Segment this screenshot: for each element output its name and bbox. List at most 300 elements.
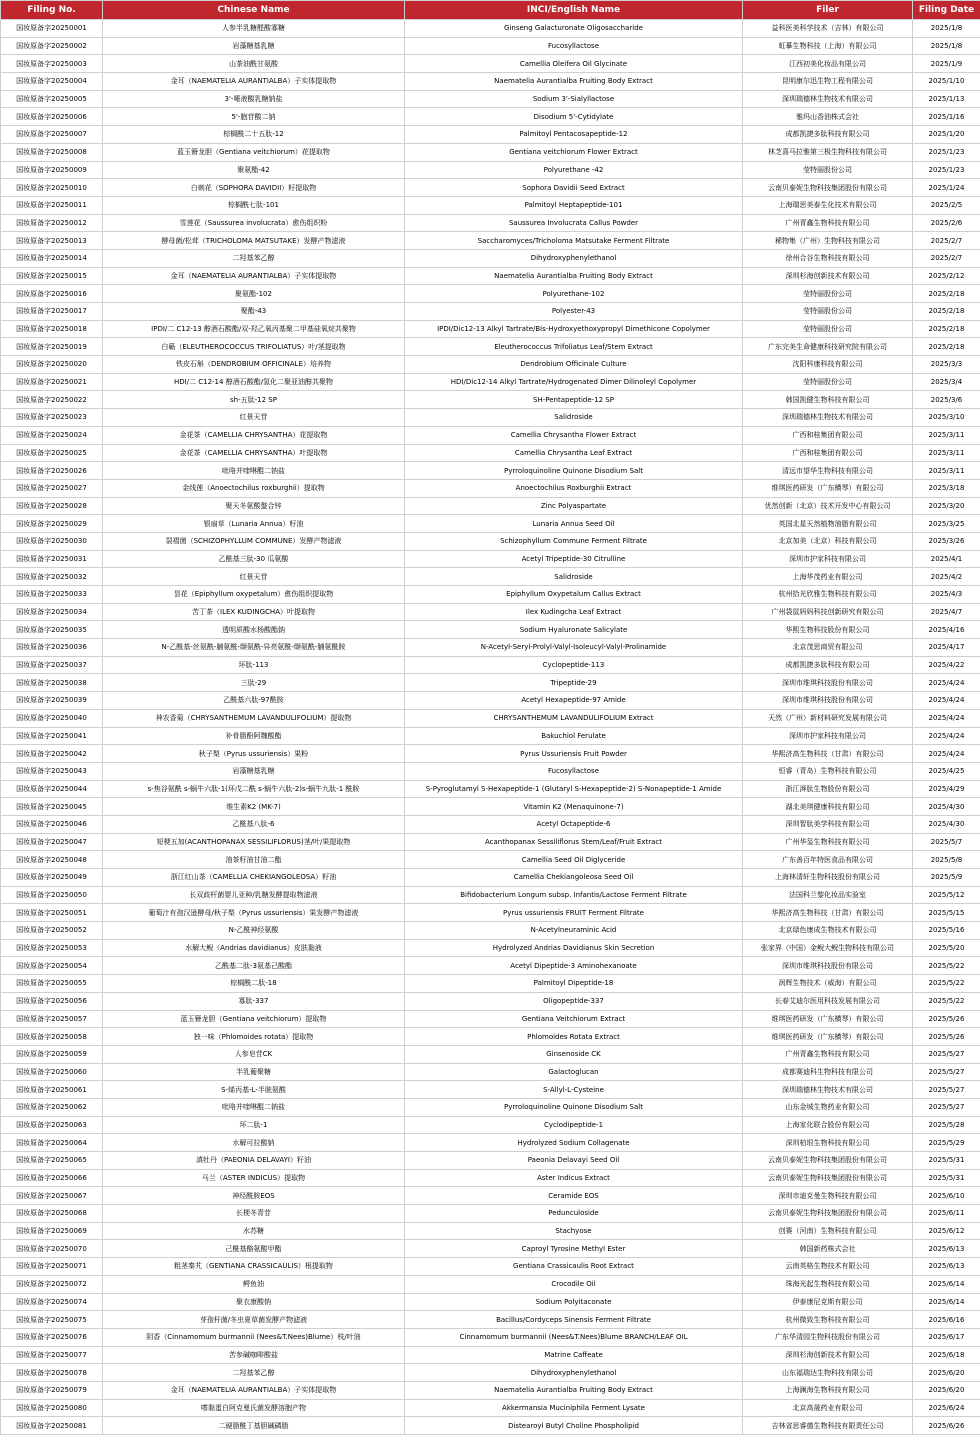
filer-cell: 成都赛迪科生物科技有限公司 (743, 1063, 913, 1081)
filing-no-cell: 国妆原备字20250046 (1, 815, 103, 833)
inci-name-cell: Stachyose (405, 1222, 743, 1240)
table-row (1, 1240, 980, 1258)
filing-no-cell: 国妆原备字20250055 (1, 975, 103, 993)
filing-no-cell: 国妆原备字20250054 (1, 957, 103, 975)
filer-cell: 深圳杉海创新技术有限公司 (743, 1346, 913, 1364)
chinese-name-cell: S-烯丙基-L-半胱氨酸 (103, 1081, 405, 1099)
filer-cell: 江西初美化妆品有限公司 (743, 55, 913, 73)
inci-name-cell: Anoectochilus Roxburghii Extract (405, 479, 743, 497)
filer-cell: 莹特丽股份公司 (743, 285, 913, 303)
inci-name-cell: Palmitoyl Heptapeptide-101 (405, 196, 743, 214)
inci-name-cell: S-Allyl-L-Cysteine (405, 1081, 743, 1099)
filing-date-cell: 2025/1/10 (913, 73, 980, 91)
inci-name-cell: Gentiana Crassicaulis Root Extract (405, 1258, 743, 1276)
filer-cell: 昆明康尔迅生物工程有限公司 (743, 73, 913, 91)
filing-no-cell: 国妆原备字20250004 (1, 73, 103, 91)
table-row (1, 1311, 980, 1329)
filing-date-cell: 2025/5/29 (913, 1134, 980, 1152)
inci-name-cell: Sodium 3'-Sialyllactose (405, 90, 743, 108)
filing-date-cell: 2025/6/20 (913, 1364, 980, 1382)
inci-name-cell: Salidroside (405, 409, 743, 427)
chinese-name-cell: 鳄鱼油 (103, 1275, 405, 1293)
filer-cell: 益科医美科学技术（吉林）有限公司 (743, 20, 913, 38)
filing-date-cell: 2025/1/23 (913, 143, 980, 161)
filing-no-cell: 国妆原备字20250063 (1, 1116, 103, 1134)
filing-no-cell: 国妆原备字20250041 (1, 727, 103, 745)
filing-no-cell: 国妆原备字20250007 (1, 126, 103, 144)
filer-cell: 维琪医药研发（广东横琴）有限公司 (743, 1028, 913, 1046)
filing-date-cell: 2025/4/3 (913, 586, 980, 604)
filing-no-cell: 国妆原备字20250026 (1, 462, 103, 480)
filing-no-cell: 国妆原备字20250039 (1, 692, 103, 710)
filing-no-cell: 国妆原备字20250072 (1, 1275, 103, 1293)
chinese-name-cell: 裂褶菌（SCHIZOPHYLLUM COMMUNE）发酵产物滤液 (103, 532, 405, 550)
header-inci-english-name: INCI/English Name (405, 1, 743, 20)
filer-cell: 润辉生物技术（威海）有限公司 (743, 975, 913, 993)
filer-cell: 深圳瑞德林生物技术有限公司 (743, 409, 913, 427)
filing-date-cell: 2025/5/28 (913, 1116, 980, 1134)
inci-name-cell: Fucosyllactose (405, 762, 743, 780)
filing-no-cell: 国妆原备字20250028 (1, 497, 103, 515)
filer-cell: 山东福瑞达生物科技有限公司 (743, 1364, 913, 1382)
filing-no-cell: 国妆原备字20250064 (1, 1134, 103, 1152)
filing-date-cell: 2025/3/18 (913, 479, 980, 497)
inci-name-cell: Pyrus Ussuriensis Fruit Powder (405, 745, 743, 763)
filer-cell: 深圳瑞德林生物技术有限公司 (743, 90, 913, 108)
chinese-name-cell: 二羟基苯乙醇 (103, 1364, 405, 1382)
inci-name-cell: Sodium Polyitaconate (405, 1293, 743, 1311)
table-row (1, 745, 980, 763)
inci-name-cell: Bifidobacterium Longum subsp. Infantis/Lactose Ferment Filtrate (405, 886, 743, 904)
filing-no-cell: 国妆原备字20250002 (1, 37, 103, 55)
filing-date-cell: 2025/2/12 (913, 267, 980, 285)
filing-date-cell: 2025/4/24 (913, 727, 980, 745)
chinese-name-cell: sh-五肽-12 SP (103, 391, 405, 409)
filer-cell: 浙江湃肽生物股份有限公司 (743, 780, 913, 798)
table-row (1, 232, 980, 250)
table-row (1, 285, 980, 303)
filing-no-cell: 国妆原备字20250022 (1, 391, 103, 409)
filing-date-cell: 2025/5/27 (913, 1045, 980, 1063)
inci-name-cell: Gentiana veitchiorum Flower Extract (405, 143, 743, 161)
filing-date-cell: 2025/5/27 (913, 1063, 980, 1081)
table-row (1, 515, 980, 533)
filing-no-cell: 国妆原备字20250027 (1, 479, 103, 497)
filing-date-cell: 2025/3/11 (913, 426, 980, 444)
chinese-name-cell: 神农香菊（CHRYSANTHEMUM LAVANDULIFOLIUM）提取物 (103, 709, 405, 727)
chinese-name-cell: 聚酯-43 (103, 303, 405, 321)
filing-date-cell: 2025/6/13 (913, 1240, 980, 1258)
filing-date-cell: 2025/3/4 (913, 373, 980, 391)
filing-date-cell: 2025/4/24 (913, 674, 980, 692)
chinese-name-cell: 三肽-29 (103, 674, 405, 692)
inci-name-cell: Ginsenoside CK (405, 1045, 743, 1063)
inci-name-cell: Zinc Polyaspartate (405, 497, 743, 515)
filing-date-cell: 2025/4/30 (913, 798, 980, 816)
filing-no-cell: 国妆原备字20250079 (1, 1381, 103, 1399)
inci-name-cell: Aster Indicus Extract (405, 1169, 743, 1187)
filer-cell: 优然创新（北京）技术开发中心有限公司 (743, 497, 913, 515)
chinese-name-cell: 铁皮石斛（DENDROBIUM OFFICINALE）培养物 (103, 356, 405, 374)
table-row (1, 1098, 980, 1116)
chinese-name-cell: 吡咯并喹啉醌二钠盐 (103, 462, 405, 480)
chinese-name-cell: 环肽-113 (103, 656, 405, 674)
filing-no-cell: 国妆原备字20250009 (1, 161, 103, 179)
filing-no-cell: 国妆原备字20250044 (1, 780, 103, 798)
filer-cell: 上海华茂药业有限公司 (743, 568, 913, 586)
table-row (1, 851, 980, 869)
chinese-name-cell: 水苏糖 (103, 1222, 405, 1240)
chinese-name-cell: 葡萄汁有孢汉逊酵母/秋子梨（Pyrus ussuriensis）果发酵产物滤液 (103, 904, 405, 922)
filing-no-cell: 国妆原备字20250049 (1, 869, 103, 887)
chinese-name-cell: 粗茎秦艽（GENTIANA CRASSICAULIS）根提取物 (103, 1258, 405, 1276)
filing-no-cell: 国妆原备字20250029 (1, 515, 103, 533)
chinese-name-cell: 昙花（Epiphyllum oxypetalum）愈伤组织提取物 (103, 586, 405, 604)
table-row (1, 780, 980, 798)
table-row (1, 886, 980, 904)
table-row (1, 1381, 980, 1399)
table-row (1, 409, 980, 427)
chinese-name-cell: 山茶油酰甘氨酸 (103, 55, 405, 73)
chinese-name-cell: 银扇草（Lunaria Annua）籽油 (103, 515, 405, 533)
filing-date-cell: 2025/3/25 (913, 515, 980, 533)
filing-date-cell: 2025/4/24 (913, 692, 980, 710)
filing-no-cell: 国妆原备字20250019 (1, 338, 103, 356)
inci-name-cell: Eleutherococcus Trifoliatus Leaf/Stem Extract (405, 338, 743, 356)
filer-cell: 上海家化联合股份有限公司 (743, 1116, 913, 1134)
inci-name-cell: N-Acetylneuraminic Acid (405, 922, 743, 940)
table-row (1, 568, 980, 586)
filer-cell: 广东华清园生物科技股份有限公司 (743, 1328, 913, 1346)
chinese-name-cell: 雪莲花（Saussurea involucrata）愈伤组织粉 (103, 214, 405, 232)
chinese-name-cell: 酵母菌/松茸（TRICHOLOMA MATSUTAKE）发酵产物滤液 (103, 232, 405, 250)
filer-cell: 张家界（中国）金鲵大鲵生物科技有限公司 (743, 939, 913, 957)
filer-cell: 杭州拾光欣雅生物科技有限公司 (743, 586, 913, 604)
filing-no-cell: 国妆原备字20250048 (1, 851, 103, 869)
chinese-name-cell: 棕榈酰二肽-18 (103, 975, 405, 993)
filing-no-cell: 国妆原备字20250076 (1, 1328, 103, 1346)
chinese-name-cell: 白刺花（SOPHORA DAVIDII）籽提取物 (103, 179, 405, 197)
inci-name-cell: Pedunculoside (405, 1205, 743, 1223)
chinese-name-cell: 寡肽-337 (103, 992, 405, 1010)
inci-name-cell: Vitamin K2 (Menaquinone-7) (405, 798, 743, 816)
filing-no-cell: 国妆原备字20250071 (1, 1258, 103, 1276)
table-row (1, 37, 980, 55)
filing-no-cell: 国妆原备字20250012 (1, 214, 103, 232)
filing-no-cell: 国妆原备字20250015 (1, 267, 103, 285)
inci-name-cell: Schizophyllum Commune Ferment Filtrate (405, 532, 743, 550)
inci-name-cell: Acetyl Octapeptide-6 (405, 815, 743, 833)
filer-cell: 沈阳科康科技有限公司 (743, 356, 913, 374)
filing-date-cell: 2025/6/13 (913, 1258, 980, 1276)
inci-name-cell: Acetyl Hexapeptide-97 Amide (405, 692, 743, 710)
filer-cell: 韩国凯健生物科技有限公司 (743, 391, 913, 409)
filing-date-cell: 2025/5/16 (913, 922, 980, 940)
chinese-name-cell: 聚衣康酸钠 (103, 1293, 405, 1311)
filer-cell: 虹摹生物科技（上海）有限公司 (743, 37, 913, 55)
table-row (1, 1258, 980, 1276)
table-row (1, 1045, 980, 1063)
chinese-name-cell: 岩藻糖基乳糖 (103, 37, 405, 55)
chinese-name-cell: 聚氨酯-42 (103, 161, 405, 179)
table-row (1, 1364, 980, 1382)
chinese-name-cell: 人参皂苷CK (103, 1045, 405, 1063)
filer-cell: 深圳市迪克曼生物科技有限公司 (743, 1187, 913, 1205)
filing-no-cell: 国妆原备字20250061 (1, 1081, 103, 1099)
table-row (1, 815, 980, 833)
filing-no-cell: 国妆原备字20250052 (1, 922, 103, 940)
inci-name-cell: Dihydroxyphenylethanol (405, 249, 743, 267)
filing-date-cell: 2025/5/26 (913, 1028, 980, 1046)
chinese-name-cell: 乙酰基二肽-3氨基己酸酯 (103, 957, 405, 975)
table-row (1, 833, 980, 851)
chinese-name-cell: IPDI/二 C12-13 醇酒石酸酯/双-羟乙氧丙基聚二甲基硅氧烷共聚物 (103, 320, 405, 338)
chinese-name-cell: 补骨脂酚阿魏酸酯 (103, 727, 405, 745)
table-row (1, 1328, 980, 1346)
table-row (1, 196, 980, 214)
table-row (1, 108, 980, 126)
chinese-name-cell: s-焦谷氨酰 s-蜗牛六肽-1(环戊二酰 s-蜗牛六肽-2)s-蜗牛九肽-1 酰胺 (103, 780, 405, 798)
header-filing-date: Filing Date (913, 1, 980, 20)
filing-date-cell: 2025/5/27 (913, 1098, 980, 1116)
filing-no-cell: 国妆原备字20250069 (1, 1222, 103, 1240)
filer-cell: 长春艾迪尔医用科技发展有限公司 (743, 992, 913, 1010)
filing-date-cell: 2025/5/8 (913, 851, 980, 869)
filer-cell: 广西和桂集团有限公司 (743, 426, 913, 444)
chinese-name-cell: 棕榈酰七肽-101 (103, 196, 405, 214)
table-row (1, 1187, 980, 1205)
filing-date-cell: 2025/4/16 (913, 621, 980, 639)
filing-no-cell: 国妆原备字20250005 (1, 90, 103, 108)
filer-cell: 深圳智肽美学科技有限公司 (743, 815, 913, 833)
chinese-name-cell: 乙酰基八肽-6 (103, 815, 405, 833)
inci-name-cell: Naematelia Aurantialba Fruiting Body Extract (405, 73, 743, 91)
table-row (1, 1417, 980, 1435)
filer-cell: 深圳市护家科技有限公司 (743, 727, 913, 745)
table-row (1, 621, 980, 639)
filer-cell: 维琪医药研发（广东横琴）有限公司 (743, 479, 913, 497)
inci-name-cell: Akkermansia Muciniphila Ferment Lysate (405, 1399, 743, 1417)
filer-cell: 上海林清轩生物科技股份有限公司 (743, 869, 913, 887)
inci-name-cell: Camellia Chekiangoleosa Seed Oil (405, 869, 743, 887)
inci-name-cell: Dendrobium Officinale Culture (405, 356, 743, 374)
filer-cell: 天然（广州）新材料研究发展有限公司 (743, 709, 913, 727)
inci-name-cell: N-Acetyl-Seryl-Prolyl-Valyl-Isoleucyl-Valyl-Prolinamide (405, 639, 743, 657)
filer-cell: 珠海光起生物科技有限公司 (743, 1275, 913, 1293)
filing-no-cell: 国妆原备字20250068 (1, 1205, 103, 1223)
table-row (1, 267, 980, 285)
table-row (1, 1152, 980, 1170)
table-row (1, 550, 980, 568)
filer-cell: 雅玛山香油株式会社 (743, 108, 913, 126)
filing-date-cell: 2025/2/7 (913, 232, 980, 250)
filing-no-cell: 国妆原备字20250045 (1, 798, 103, 816)
filing-date-cell: 2025/1/8 (913, 37, 980, 55)
chinese-name-cell: 透明质酸水杨酸酯钠 (103, 621, 405, 639)
header-filing-no: Filing No. (1, 1, 103, 20)
filing-no-cell: 国妆原备字20250081 (1, 1417, 103, 1435)
filing-date-cell: 2025/4/1 (913, 550, 980, 568)
filer-cell: 广州袋鼠妈妈科技创新研究有限公司 (743, 603, 913, 621)
filing-no-cell: 国妆原备字20250078 (1, 1364, 103, 1382)
table-row (1, 1222, 980, 1240)
filing-date-cell: 2025/3/10 (913, 409, 980, 427)
filing-date-cell: 2025/2/18 (913, 338, 980, 356)
filing-date-cell: 2025/6/11 (913, 1205, 980, 1223)
table-row (1, 1346, 980, 1364)
filer-cell: 稀物集（广州）生物科技有限公司 (743, 232, 913, 250)
table-row (1, 532, 980, 550)
table-row (1, 356, 980, 374)
chinese-name-cell: 长双歧杆菌婴儿亚种/乳糖发酵提取物滤液 (103, 886, 405, 904)
table-row (1, 497, 980, 515)
inci-name-cell: Cyclodipeptide-1 (405, 1116, 743, 1134)
table-row (1, 798, 980, 816)
filing-date-cell: 2025/5/20 (913, 939, 980, 957)
filing-date-cell: 2025/4/2 (913, 568, 980, 586)
inci-name-cell: Naematelia Aurantialba Fruiting Body Extract (405, 267, 743, 285)
inci-name-cell: Polyurethane-102 (405, 285, 743, 303)
filer-cell: 北京高晟药业有限公司 (743, 1399, 913, 1417)
filing-date-cell: 2025/6/18 (913, 1346, 980, 1364)
chinese-name-cell: 蓝玉簪龙胆（Gentiana veitchiorum）提取物 (103, 1010, 405, 1028)
chinese-name-cell: 秋子梨（Pyrus ussuriensis）果粉 (103, 745, 405, 763)
chinese-name-cell: 油茶籽油甘油二酯 (103, 851, 405, 869)
chinese-name-cell: 己酰基酪氨酸甲酯 (103, 1240, 405, 1258)
chinese-name-cell: 红景天苷 (103, 409, 405, 427)
filing-date-cell: 2025/3/6 (913, 391, 980, 409)
header-filer: Filer (743, 1, 913, 20)
inci-name-cell: Gentiana Veitchiorum Extract (405, 1010, 743, 1028)
inci-name-cell: Cyclopeptide-113 (405, 656, 743, 674)
filing-no-cell: 国妆原备字20250077 (1, 1346, 103, 1364)
chinese-name-cell: 苦丁茶（ILEX KUDINGCHA）叶提取物 (103, 603, 405, 621)
inci-name-cell: Ilex Kudingcha Leaf Extract (405, 603, 743, 621)
filer-cell: 法国科兰黎化妆品实验室 (743, 886, 913, 904)
filing-no-cell: 国妆原备字20250001 (1, 20, 103, 38)
table-row (1, 1010, 980, 1028)
filing-no-cell: 国妆原备字20250006 (1, 108, 103, 126)
inci-name-cell: CHRYSANTHEMUM LAVANDULIFOLIUM Extract (405, 709, 743, 727)
filing-no-cell: 国妆原备字20250003 (1, 55, 103, 73)
filing-date-cell: 2025/5/9 (913, 869, 980, 887)
filing-no-cell: 国妆原备字20250011 (1, 196, 103, 214)
inci-name-cell: Epiphyllum Oxypetalum Callus Extract (405, 586, 743, 604)
filing-no-cell: 国妆原备字20250032 (1, 568, 103, 586)
filing-no-cell: 国妆原备字20250067 (1, 1187, 103, 1205)
inci-name-cell: Acanthopanax Sessiliflorus Stem/Leaf/Fruit Extract (405, 833, 743, 851)
filing-date-cell: 2025/3/11 (913, 462, 980, 480)
inci-name-cell: Galactoglucan (405, 1063, 743, 1081)
inci-name-cell: Dihydroxyphenylethanol (405, 1364, 743, 1382)
table-row (1, 727, 980, 745)
filing-no-cell: 国妆原备字20250010 (1, 179, 103, 197)
filer-cell: 山东金城生物药业有限公司 (743, 1098, 913, 1116)
inci-name-cell: Distearoyl Butyl Choline Phospholipid (405, 1417, 743, 1435)
inci-name-cell: Matrine Caffeate (405, 1346, 743, 1364)
filing-no-cell: 国妆原备字20250017 (1, 303, 103, 321)
filer-cell: 徐州合谷生物科技有限公司 (743, 249, 913, 267)
table-row (1, 1134, 980, 1152)
inci-name-cell: Phlomoides Rotata Extract (405, 1028, 743, 1046)
filing-date-cell: 2025/6/26 (913, 1417, 980, 1435)
filing-date-cell: 2025/1/9 (913, 55, 980, 73)
inci-name-cell: SH-Pentapeptide-12 SP (405, 391, 743, 409)
table-row (1, 55, 980, 73)
table-row (1, 462, 980, 480)
filing-no-cell: 国妆原备字20250016 (1, 285, 103, 303)
chinese-name-cell: 水解可拉酸钠 (103, 1134, 405, 1152)
inci-name-cell: Camellia Chrysantha Leaf Extract (405, 444, 743, 462)
table-row (1, 709, 980, 727)
filing-no-cell: 国妆原备字20250042 (1, 745, 103, 763)
filing-date-cell: 2025/5/22 (913, 992, 980, 1010)
filing-no-cell: 国妆原备字20250053 (1, 939, 103, 957)
filing-date-cell: 2025/1/16 (913, 108, 980, 126)
filer-cell: 云南贝泰妮生物科技集团股份有限公司 (743, 179, 913, 197)
filer-cell: 莹特丽股份公司 (743, 161, 913, 179)
header-row (1, 1, 980, 20)
filing-no-cell: 国妆原备字20250056 (1, 992, 103, 1010)
filing-date-cell: 2025/2/18 (913, 285, 980, 303)
filer-cell: 广州华玺生物科技有限公司 (743, 833, 913, 851)
filing-no-cell: 国妆原备字20250035 (1, 621, 103, 639)
filer-cell: 北京绿色康成生物技术有限公司 (743, 922, 913, 940)
inci-name-cell: Pyrroloquinoline Quinone Disodium Salt (405, 1098, 743, 1116)
filing-no-cell: 国妆原备字20250030 (1, 532, 103, 550)
table-row (1, 426, 980, 444)
inci-name-cell: HDI/Dic12-14 Alkyl Tartrate/Hydrogenated Dimer Dilinoleyl Copolymer (405, 373, 743, 391)
filing-date-cell: 2025/6/20 (913, 1381, 980, 1399)
chinese-name-cell: 长梗冬青苷 (103, 1205, 405, 1223)
table-row (1, 1116, 980, 1134)
filing-date-cell: 2025/2/18 (913, 320, 980, 338)
filer-cell: 莹特丽股份公司 (743, 303, 913, 321)
filer-cell: 湖北美琪健康科技有限公司 (743, 798, 913, 816)
chinese-name-cell: 水解大鲵（Andrias davidianus）皮肤黏液 (103, 939, 405, 957)
filer-cell: 创赛（河南）生物科技有限公司 (743, 1222, 913, 1240)
filing-no-cell: 国妆原备字20250057 (1, 1010, 103, 1028)
filing-no-cell: 国妆原备字20250008 (1, 143, 103, 161)
filer-cell: 北京加美（北京）科技有限公司 (743, 532, 913, 550)
filing-no-cell: 国妆原备字20250014 (1, 249, 103, 267)
inci-name-cell: Naematelia Aurantialba Fruiting Body Extract (405, 1381, 743, 1399)
filer-cell: 杭州微致生物科技有限公司 (743, 1311, 913, 1329)
filer-cell: 华熙济高生物科技（甘肃）有限公司 (743, 904, 913, 922)
chinese-name-cell: 短梗五加(ACANTHOPANAX SESSILIFLORUS)茎/叶/果提取物 (103, 833, 405, 851)
table-row (1, 214, 980, 232)
filing-date-cell: 2025/4/17 (913, 639, 980, 657)
table-row (1, 1293, 980, 1311)
table-row (1, 179, 980, 197)
filing-no-cell: 国妆原备字20250075 (1, 1311, 103, 1329)
filing-no-cell: 国妆原备字20250036 (1, 639, 103, 657)
filing-date-cell: 2025/3/20 (913, 497, 980, 515)
chinese-name-cell: 马兰（ASTER INDICUS）提取物 (103, 1169, 405, 1187)
table-row (1, 73, 980, 91)
inci-name-cell: S-Pyroglutamyl S-Hexapeptide-1 (Glutaryl S-Hexapeptide-2) S-Nonapeptide-1 Amide (405, 780, 743, 798)
filing-no-cell: 国妆原备字20250023 (1, 409, 103, 427)
table-row (1, 143, 980, 161)
inci-name-cell: Acetyl Dipeptide-3 Aminohexanoate (405, 957, 743, 975)
chinese-name-cell: 蓝玉簪龙胆（Gentiana veitchiorum）花提取物 (103, 143, 405, 161)
filer-cell: 北京茂思商贸有限公司 (743, 639, 913, 657)
filer-cell: 莹特丽股份公司 (743, 373, 913, 391)
chinese-name-cell: 金花茶（CAMELLIA CHRYSANTHA）花提取物 (103, 426, 405, 444)
filer-cell: 广西和桂集团有限公司 (743, 444, 913, 462)
chinese-name-cell: 滇牡丹（PAEONIA DELAVAYI）籽油 (103, 1152, 405, 1170)
filing-no-cell: 国妆原备字20250038 (1, 674, 103, 692)
